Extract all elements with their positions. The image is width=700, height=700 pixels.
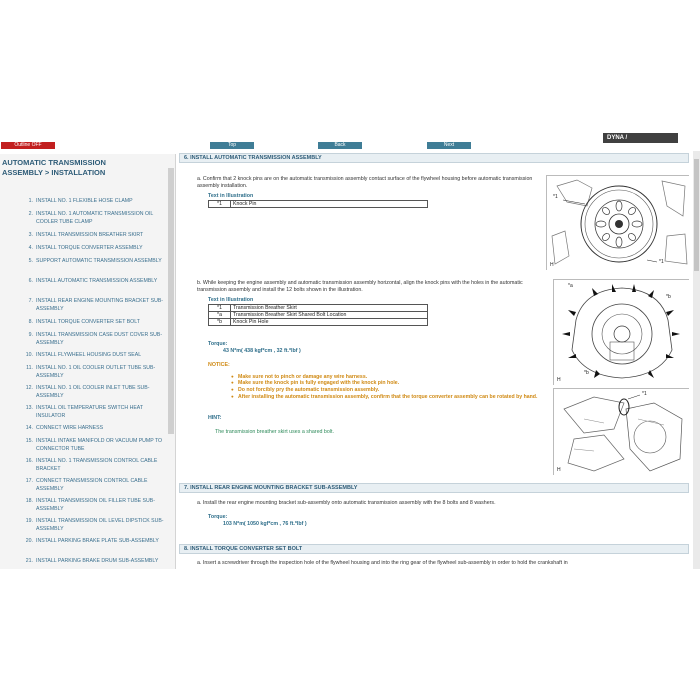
figure-callout: *1 bbox=[642, 391, 647, 397]
figure-callout: *a bbox=[568, 283, 573, 289]
item-label: INSTALL INTAKE MANIFOLD OR VACUUM PUMP TO CONNECTOR TUBE bbox=[36, 438, 163, 452]
torque-label: Torque: bbox=[208, 341, 228, 347]
item-number: 19. bbox=[25, 518, 33, 524]
item-label: INSTALL TRANSMISSION OIL LEVEL DIPSTICK SUB-ASSEMBLY bbox=[36, 518, 164, 532]
breather-skirt-illustration bbox=[554, 389, 690, 476]
step-7a-text: a. Install the rear engine mounting bracket sub-assembly onto automatic transmission assembly with the 8 bolts and 8 washers. bbox=[197, 500, 496, 506]
notice-item: ● Make sure not to pinch or damage any wire harness. bbox=[238, 374, 538, 380]
item-label: INSTALL OIL TEMPERATURE SWITCH HEAT INSULATOR bbox=[36, 405, 143, 419]
model-label: DYNA / bbox=[603, 133, 678, 143]
item-label: CONNECT TRANSMISSION CONTROL CABLE ASSEMBLY bbox=[36, 478, 148, 492]
item-number: 21. bbox=[25, 558, 33, 564]
item-number: 13. bbox=[25, 405, 33, 411]
table-cell: Transmission Breather Skirt bbox=[231, 305, 428, 312]
item-label: INSTALL NO. 1 FLEXIBLE HOSE CLAMP bbox=[36, 198, 133, 204]
sidebar-item[interactable] bbox=[18, 258, 166, 266]
sidebar-item[interactable] bbox=[18, 405, 166, 420]
notice-label: NOTICE: bbox=[208, 362, 230, 368]
item-number: 11. bbox=[26, 365, 33, 371]
main-scrollbar-thumb[interactable] bbox=[694, 159, 699, 271]
illustration-table bbox=[208, 304, 428, 326]
item-number: 1. bbox=[28, 198, 33, 204]
table-cell: Knock Pin bbox=[231, 201, 428, 208]
item-label: SUPPORT AUTOMATIC TRANSMISSION ASSEMBLY bbox=[36, 258, 162, 264]
sidebar-item[interactable] bbox=[18, 232, 166, 240]
section-header-6[interactable]: 6. INSTALL AUTOMATIC TRANSMISSION ASSEMBLY bbox=[179, 153, 689, 163]
sidebar bbox=[0, 154, 176, 569]
torque-label: Torque: bbox=[208, 514, 228, 520]
torque-value: 103 N*m( 1050 kgf*cm , 76 ft.*lbf ) bbox=[223, 521, 307, 527]
sidebar-item[interactable] bbox=[18, 425, 166, 433]
item-label: INSTALL NO. 1 OIL COOLER OUTLET TUBE SUB-ASSEMBLY bbox=[36, 365, 156, 379]
item-label: INSTALL PARKING BRAKE PLATE SUB-ASSEMBLY bbox=[36, 538, 159, 544]
sidebar-item[interactable] bbox=[18, 332, 166, 347]
sidebar-item[interactable] bbox=[18, 385, 166, 400]
hint-label: HINT: bbox=[208, 415, 222, 421]
illustration-label: Text in Illustration bbox=[208, 297, 254, 303]
item-number: 2. bbox=[28, 211, 33, 217]
item-label: INSTALL REAR ENGINE MOUNTING BRACKET SUB-ASSEMBLY bbox=[36, 298, 164, 312]
table-cell: *1 bbox=[209, 201, 231, 208]
item-number: 18. bbox=[25, 498, 33, 504]
table-row bbox=[209, 201, 428, 208]
item-number: 15. bbox=[25, 438, 33, 444]
notice-item: ● Do not forcibly pry the automatic transmission assembly. bbox=[238, 387, 538, 393]
item-label: INSTALL PARKING BRAKE DRUM SUB-ASSEMBLY bbox=[36, 558, 159, 564]
top-button[interactable]: Top bbox=[210, 142, 254, 149]
item-number: 10. bbox=[25, 352, 33, 358]
item-label: CONNECT WIRE HARNESS bbox=[36, 425, 104, 431]
sidebar-item[interactable] bbox=[18, 538, 166, 546]
item-number: 17. bbox=[25, 478, 33, 484]
sidebar-item[interactable] bbox=[18, 458, 166, 473]
item-label: INSTALL TRANSMISSION CASE DUST COVER SUB-ASSEMBLY bbox=[36, 332, 163, 346]
step-8a-text: a. Insert a screwdriver through the inspection hole of the flywheel housing and into the ring gear of the flywheel sub-assembly in order to hold the crankshaft in bbox=[197, 560, 568, 566]
figure-callout: *1 bbox=[553, 194, 558, 200]
figure-corner-label: H bbox=[557, 467, 561, 473]
item-label: INSTALL AUTOMATIC TRANSMISSION ASSEMBLY bbox=[36, 278, 158, 284]
notice-item: ● After installing the automatic transmission assembly, confirm that the torque converter assembly can be rotated by hand. bbox=[238, 394, 538, 400]
notice-item: ● Make sure the knock pin is fully engaged with the knock pin hole. bbox=[238, 380, 538, 386]
item-number: 9. bbox=[28, 332, 33, 338]
item-number: 6. bbox=[28, 278, 33, 284]
table-cell: Transmission Breather Skirt Shared Bolt Location bbox=[231, 312, 428, 319]
sidebar-item[interactable] bbox=[18, 498, 166, 513]
figure-callout: *b bbox=[584, 370, 589, 376]
sidebar-title: AUTOMATIC TRANSMISSION ASSEMBLY > INSTALLATION bbox=[2, 158, 106, 177]
item-number: 8. bbox=[28, 319, 33, 325]
item-label: INSTALL TORQUE CONVERTER SET BOLT bbox=[36, 319, 140, 325]
figure-corner-label: H bbox=[550, 262, 554, 268]
sidebar-item[interactable] bbox=[18, 478, 166, 493]
sidebar-item[interactable] bbox=[18, 198, 166, 206]
sidebar-item[interactable] bbox=[18, 438, 166, 453]
table-row bbox=[209, 305, 428, 312]
sidebar-item[interactable] bbox=[18, 558, 166, 566]
table-cell: *1 bbox=[209, 305, 231, 312]
torque-value: 43 N*m( 438 kgf*cm , 32 ft.*lbf ) bbox=[223, 348, 301, 354]
sidebar-item[interactable] bbox=[18, 245, 166, 253]
item-number: 20. bbox=[25, 538, 33, 544]
hint-text: The transmission breather skirt uses a shared bolt. bbox=[215, 429, 334, 435]
sidebar-item[interactable] bbox=[18, 211, 166, 226]
back-button[interactable]: Back bbox=[318, 142, 362, 149]
item-number: 16. bbox=[25, 458, 33, 464]
flywheel-illustration bbox=[547, 176, 690, 271]
figure-corner-label: H bbox=[557, 377, 561, 383]
table-cell: *a bbox=[209, 312, 231, 319]
table-row bbox=[209, 319, 428, 326]
table-cell: *b bbox=[209, 319, 231, 326]
table-cell: Knock Pin Hole bbox=[231, 319, 428, 326]
item-number: 14. bbox=[25, 425, 33, 431]
item-number: 3. bbox=[28, 232, 33, 238]
section-header-7[interactable]: 7. INSTALL REAR ENGINE MOUNTING BRACKET SUB-ASSEMBLY bbox=[179, 483, 689, 493]
illustration-table bbox=[208, 200, 428, 208]
item-label: INSTALL NO. 1 TRANSMISSION CONTROL CABLE BRACKET bbox=[36, 458, 158, 472]
item-number: 5. bbox=[28, 258, 33, 264]
next-button[interactable]: Next bbox=[427, 142, 471, 149]
item-number: 12. bbox=[25, 385, 33, 391]
item-label: INSTALL TORQUE CONVERTER ASSEMBLY bbox=[36, 245, 143, 251]
figure-bolt-pattern bbox=[553, 279, 689, 385]
figure-callout: *b bbox=[666, 294, 671, 300]
sidebar-item[interactable] bbox=[18, 319, 166, 327]
sidebar-item[interactable] bbox=[18, 298, 166, 313]
item-label: INSTALL FLYWHEEL HOUSING DUST SEAL bbox=[36, 352, 142, 358]
main-content bbox=[177, 151, 700, 569]
sidebar-item[interactable] bbox=[18, 518, 166, 533]
main-scrollbar[interactable] bbox=[693, 151, 700, 569]
table-row bbox=[209, 312, 428, 319]
illustration-label: Text in Illustration bbox=[208, 193, 254, 199]
figure-callout: *1 bbox=[659, 259, 664, 265]
step-6a-text: a. Confirm that 2 knock pins are on the automatic transmission assembly contact surface of the flywheel housing before automatic transmission assembly installation. bbox=[197, 176, 533, 189]
sidebar-item[interactable] bbox=[18, 352, 166, 360]
item-number: 4. bbox=[28, 245, 33, 251]
item-number: 7. bbox=[28, 298, 33, 304]
figure-flywheel bbox=[546, 175, 689, 270]
step-6b-text: b. While keeping the engine assembly and automatic transmission assembly horizontal, align the knock pins with the holes in the automatic transmission assembly and install the 12 bolts shown in the illustration. bbox=[197, 280, 523, 293]
section-header-8[interactable]: 8. INSTALL TORQUE CONVERTER SET BOLT bbox=[179, 544, 689, 554]
item-label: INSTALL TRANSMISSION BREATHER SKIRT bbox=[36, 232, 144, 238]
item-label: INSTALL NO. 1 AUTOMATIC TRANSMISSION OIL COOLER TUBE CLAMP bbox=[36, 211, 154, 225]
item-label: INSTALL TRANSMISSION OIL FILLER TUBE SUB-ASSEMBLY bbox=[36, 498, 155, 512]
sidebar-scrollbar[interactable] bbox=[168, 168, 174, 434]
item-label: INSTALL NO. 1 OIL COOLER INLET TUBE SUB-ASSEMBLY bbox=[36, 385, 150, 399]
outline-toggle-button[interactable]: Outline OFF bbox=[1, 142, 55, 149]
sidebar-item[interactable] bbox=[18, 365, 166, 380]
figure-breather-skirt bbox=[553, 388, 689, 475]
sidebar-item[interactable] bbox=[18, 278, 166, 286]
